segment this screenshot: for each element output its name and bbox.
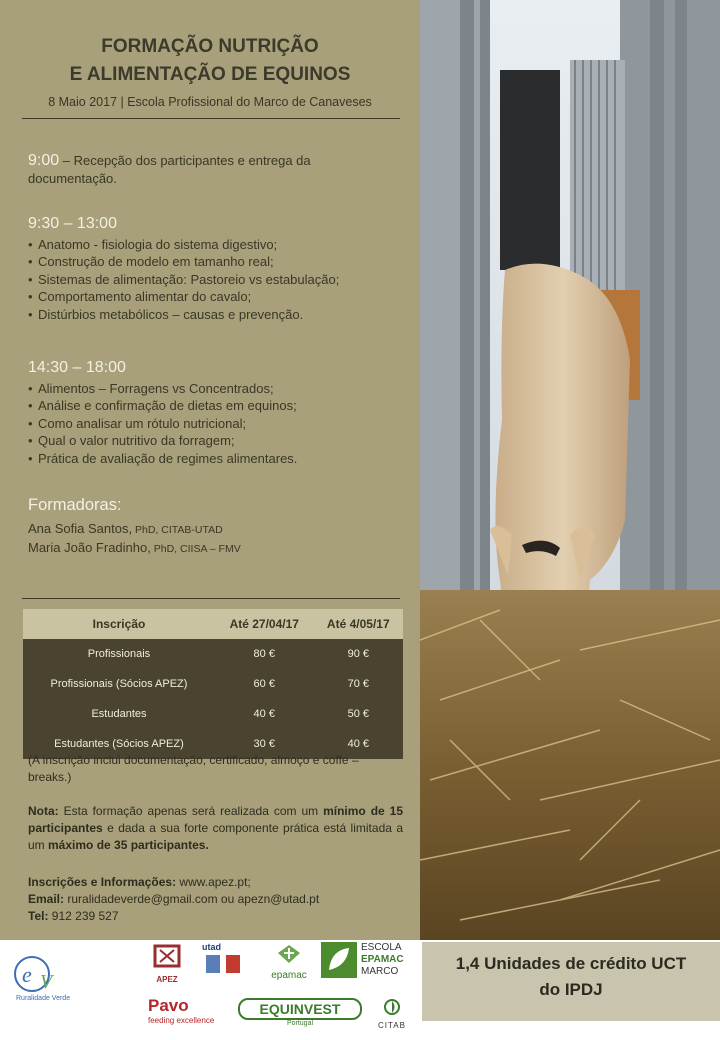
time-label: 9:00 xyxy=(28,152,60,169)
epamac-logo xyxy=(266,943,312,981)
morning-topics-list xyxy=(28,236,398,324)
horse-photo xyxy=(420,0,720,940)
ipdj-credit-box xyxy=(422,942,720,1021)
note-label: Nota: xyxy=(28,804,59,818)
equinvest-country: Portugal xyxy=(286,1020,314,1027)
contact-phone-line xyxy=(28,908,408,925)
list-item: • Como analisar um rótulo nutricional; xyxy=(28,415,398,433)
utad-crest-icon xyxy=(202,952,246,978)
email-link[interactable]: ruralidadeverde@gmail.com ou apezn@utad.pt xyxy=(64,892,320,906)
escola-line-1: ESCOLA xyxy=(361,942,402,953)
utad-logo xyxy=(202,942,252,983)
list-item: • Distúrbios metabólicos – causas e prevenção. xyxy=(28,306,398,324)
event-title xyxy=(0,33,420,89)
table-cell: Profissionais xyxy=(23,639,215,669)
divider-bottom xyxy=(22,598,400,599)
leaf-icon xyxy=(321,942,357,978)
horse-photo-illustration xyxy=(420,0,720,940)
divider-top xyxy=(22,118,400,119)
schedule-block-3 xyxy=(28,359,398,467)
table-cell: 80 € xyxy=(215,639,314,669)
note-min: mínimo de 15 participantes xyxy=(28,804,403,835)
contact-label: Tel: xyxy=(28,909,49,923)
list-item: • Construção de modelo em tamanho real; xyxy=(28,253,398,271)
note-text: e dada a sua forte componente prática está limitada a um xyxy=(28,821,403,852)
afternoon-topics-list xyxy=(28,380,398,468)
escola-line-2: EPAMAC xyxy=(361,954,404,965)
note-max: máximo de 35 participantes. xyxy=(48,838,209,852)
escola-epamac-logo xyxy=(321,942,357,983)
time-label: 14:30 – 18:00 xyxy=(28,359,126,376)
apez-name: APEZ xyxy=(156,975,178,984)
contact-label: Email: xyxy=(28,892,65,906)
credit-line-1: 1,4 Unidades de crédito UCT xyxy=(455,954,687,973)
pavo-logo xyxy=(148,996,214,1025)
apez-logo xyxy=(148,944,186,984)
fees-footnote: (A inscrição inclui documentação, certificado, almoço e coffe – breaks.) xyxy=(28,753,359,784)
list-item: • Análise e confirmação de dietas em equinos; xyxy=(28,397,398,415)
table-header-row xyxy=(23,609,403,639)
table-cell: 90 € xyxy=(314,639,403,669)
time-label: 9:30 – 13:00 xyxy=(28,215,117,232)
schedule-block-2 xyxy=(28,215,398,323)
citab-logo xyxy=(369,998,415,1030)
list-item: • Qual o valor nutritivo da forragem; xyxy=(28,432,398,450)
trainers-block xyxy=(28,497,398,559)
credit-line-2: do IPDJ xyxy=(539,980,603,999)
citab-icon xyxy=(383,998,401,1016)
trainer-name: Ana Sofia Santos, xyxy=(28,520,133,536)
svg-text:e: e xyxy=(22,962,32,987)
phone-number: 912 239 527 xyxy=(48,909,119,923)
table-cell: Estudantes (Sócios APEZ) xyxy=(23,729,215,759)
list-item: • Alimentos – Forragens vs Concentrados; xyxy=(28,380,398,398)
column-header: Até 4/05/17 xyxy=(314,609,403,639)
note-text: Esta formação apenas será realizada com um xyxy=(58,804,324,818)
table-cell: 60 € xyxy=(215,669,314,699)
ruralidade-verde-logo xyxy=(10,950,100,1010)
fees-table xyxy=(23,609,403,759)
list-item: • Comportamento alimentar do cavalo; xyxy=(28,288,398,306)
title-line-1: FORMAÇÃO NUTRIÇÃO xyxy=(101,36,319,57)
list-item: • Prática de avaliação de regimes alimentares. xyxy=(28,450,398,468)
citab-name: CITAB xyxy=(378,1021,406,1030)
event-subtitle: 8 Maio 2017 | Escola Profissional do Marco de Canaveses xyxy=(48,95,372,109)
schedule-text: – Recepção dos participantes e entrega da documentação. xyxy=(28,153,311,186)
table-cell: 70 € xyxy=(314,669,403,699)
trainer-1 xyxy=(28,520,398,540)
table-cell: Profissionais (Sócios APEZ) xyxy=(23,669,215,699)
escola-line-3: MARCO xyxy=(361,966,399,977)
note-paragraph xyxy=(28,803,403,854)
apez-icon xyxy=(152,944,182,970)
column-header: Inscrição xyxy=(23,609,215,639)
pavo-tagline: feeding excellence xyxy=(148,1016,215,1025)
schedule-block-1 xyxy=(28,152,378,187)
list-item: • Sistemas de alimentação: Pastoreio vs estabulação; xyxy=(28,271,398,289)
pavo-name: Pavo xyxy=(148,996,189,1015)
table-row xyxy=(23,669,403,699)
website-link[interactable]: www.apez.pt; xyxy=(176,875,251,889)
contact-info-line xyxy=(28,874,408,891)
trainer-name: Maria João Fradinho, xyxy=(28,540,151,555)
trainer-affiliation: PhD, CIISA – FMV xyxy=(150,543,241,555)
table-cell: Estudantes xyxy=(23,699,215,729)
epamac-icon xyxy=(272,943,306,965)
table-cell: 40 € xyxy=(215,699,314,729)
table-row xyxy=(23,699,403,729)
trainer-2 xyxy=(28,539,398,559)
contact-email-line xyxy=(28,891,408,908)
trainer-affiliation: PhD, CITAB-UTAD xyxy=(132,523,223,536)
svg-text:V: V xyxy=(40,971,53,993)
equinvest-name: EQUINVEST xyxy=(238,998,362,1020)
utad-name: utad xyxy=(202,942,221,952)
column-header: Até 27/04/17 xyxy=(215,609,314,639)
trainers-heading: Formadoras: xyxy=(28,496,122,514)
table-cell: 30 € xyxy=(215,729,314,759)
contacts-block xyxy=(28,874,408,925)
epamac-name: epamac xyxy=(271,970,307,981)
title-line-2: E ALIMENTAÇÃO DE EQUINOS xyxy=(69,64,351,85)
ruralidade-verde-name: Ruralidade Verde xyxy=(16,995,71,1002)
contact-label: Inscrições e Informações: xyxy=(28,875,177,889)
equinvest-logo xyxy=(238,998,362,1027)
table-row xyxy=(23,639,403,669)
table-cell: 40 € xyxy=(314,729,403,759)
table-cell: 50 € xyxy=(314,699,403,729)
list-item: • Anatomo - fisiologia do sistema digestivo; xyxy=(28,236,398,254)
escola-epamac-text xyxy=(361,942,404,978)
